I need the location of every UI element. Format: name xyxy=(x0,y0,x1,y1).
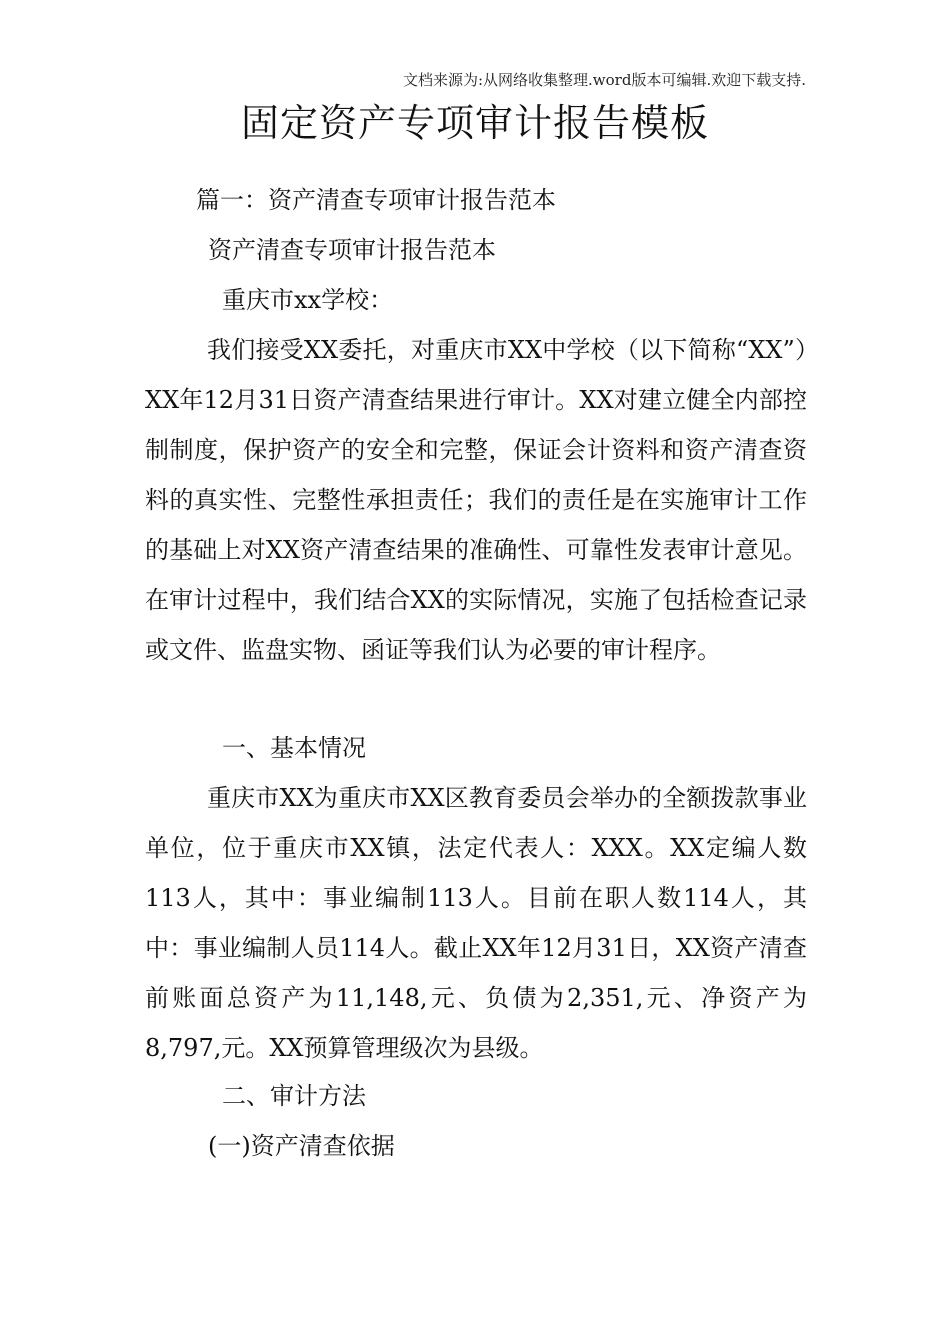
basic-info-paragraph: 重庆市XX为重庆市XX区教育委员会举办的全额拨款事业单位，位于重庆市XX镇，法定代表人：XXX。XX定编人数113人，其中：事业编制113人。目前在职人数114人，其中：事业编制人员114人。截止XX年12月31日，XX资产清查前账面总资产为11,148,元、负债为2,351,元、净资产为8,797,元。XX预算管理级次为县级。 xyxy=(145,784,807,1062)
document-title: 固定资产专项审计报告模板 xyxy=(240,101,709,145)
intro-paragraph: 我们接受XX委托，对重庆市XX中学校（以下简称“XX”）XX年12月31日资产清查结果进行审计。XX对建立健全内部控制制度，保护资产的安全和完整，保证会计资料和资产清查资料的真实性、完整性承担责任；我们的责任是在实施审计工作的基础上对XX资产清查结果的准确性、可靠性发表审计意见。在审计过程中，我们结合XX的实际情况，实施了包括检查记录或文件、监盘实物、函证等我们认为必要的审计程序。 xyxy=(145,336,807,664)
addressee: 重庆市xx学校： xyxy=(222,286,394,314)
section-heading-audit-method: 二、审计方法 xyxy=(222,1082,366,1110)
report-subtitle: 资产清查专项审计报告范本 xyxy=(208,236,496,264)
source-note: 文档来源为:从网络收集整理.word版本可编辑.欢迎下载支持. xyxy=(402,71,806,89)
part-heading: 篇一：资产清查专项审计报告范本 xyxy=(196,186,556,214)
subsection-heading-basis: (一)资产清查依据 xyxy=(208,1132,395,1160)
section-heading-basic-info: 一、基本情况 xyxy=(222,734,366,762)
